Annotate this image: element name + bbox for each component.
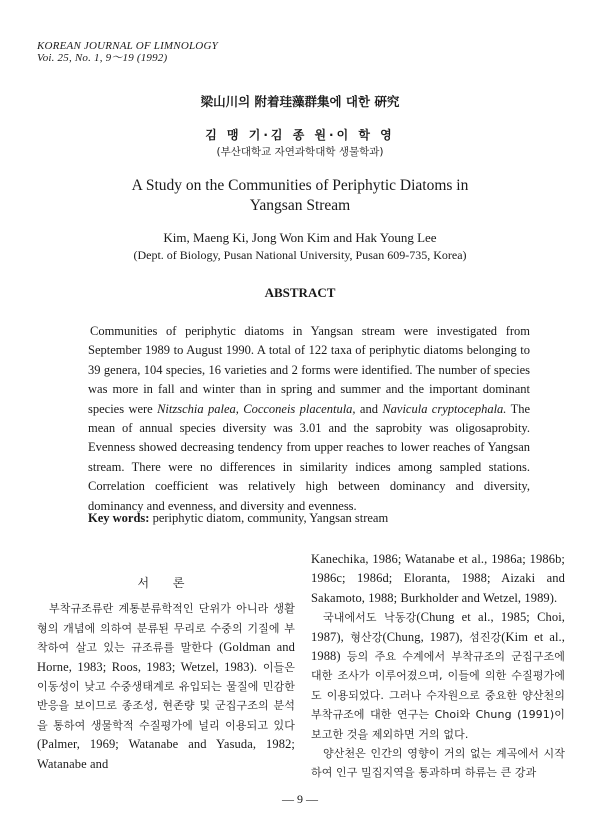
journal-name: KOREAN JOURNAL OF LIMNOLOGY <box>37 40 218 52</box>
right-paragraph-2 <box>311 608 565 744</box>
english-title-line1: A Study on the Communities of Periphytic Diatoms in <box>131 177 469 194</box>
journal-volume: Voi. 25, No. 1, 9～19 (1992) <box>37 52 168 64</box>
p2-text-a: 국내에서도 낙동강 <box>323 611 417 625</box>
korean-affiliation: (부산대학교 자연과학대학 생물학과) <box>216 146 384 158</box>
journal-header <box>37 40 218 64</box>
abstract-species-1: Nitzschia palea, Cocconeis placentula, <box>157 401 356 416</box>
korean-authors: 김 맹 기·김 종 원·이 학 영 <box>205 128 395 142</box>
p2-ref-3: (Kim et al., 1988) <box>311 629 565 664</box>
english-title-line2: Yangsan Stream <box>249 197 351 214</box>
p2-ref-2: (Chung, 1987), <box>382 629 463 644</box>
english-authors: Kim, Maeng Ki, Jong Won Kim and Hak Young Lee <box>163 230 437 245</box>
right-ref-cont: Kanechika, 1986; Watanabe et al., 1986a; 1986b; 1986c; 1986d; Eloranta, 1988; Aizaki and Sakamoto, 1988; Burkholder and Wetzel, 1989). <box>311 552 565 605</box>
abstract-text-2: and <box>355 401 383 416</box>
p2-text-d: 등의 주요 수계에서 부착규조의 군집구조에 대한 조사가 이루어졌으며, 이들에 의한 수질평가에도 이용되었다. 그러나 수자원으로 중요한 양산천의 부착규조에 대한 연구는 Choi와 Chung (1991)이 보고한 것을 제외하면 거의 없다. <box>311 650 565 741</box>
right-paragraph-3: 양산천은 인간의 영향이 거의 없는 계곡에서 시작하여 인구 밀집지역을 통과하며 하류는 큰 강과 <box>311 747 565 780</box>
left-column <box>37 574 295 774</box>
right-continuation <box>311 550 565 608</box>
p2-text-b: 형산강 <box>343 630 383 644</box>
p2-text-c: 섬진강 <box>462 630 502 644</box>
abstract-body <box>88 322 530 516</box>
abstract-text-3: The mean of annual species diversity was 3.01 and the saprobity was oligosaprobity. Evenness showed decreasing tendency from upper reaches to lower reaches of Yangsan stream. There were no differences in similarity indices among sampled stations. Correlation coefficient was relatively high between dominancy and diversity, dominancy and evenness, and diversity and evenness. <box>88 401 530 513</box>
intro-text-1: 부착규조류란 계통분류학적인 단위가 아니라 생활형의 개념에 의하여 분류된 무리로 수중의 기질에 부착하여 살고 있는 규조류를 말한다 <box>37 602 295 655</box>
introduction-paragraph <box>37 599 295 774</box>
abstract-species-2: Navicula cryptocephala. <box>382 401 507 416</box>
intro-ref-2: (Palmer, 1969; Watanabe and Yasuda, 1982; Watanabe and <box>37 737 295 771</box>
korean-title: 梁山川의 附着珪藻群集에 대한 硏究 <box>200 94 400 109</box>
p2-ref-1: (Chung et al., 1985; Choi, 1987), <box>311 610 565 644</box>
abstract-heading: ABSTRACT <box>264 285 336 300</box>
intro-text-2: 이들은 이동성이 낮고 수중생태계로 유입되는 물질에 민감한 반응을 보이므로 종조성, 현존량 및 군집구조의 분석을 통하여 생물학적 수질평가에 널리 이용되고 있다 <box>37 660 296 732</box>
english-title <box>0 176 600 216</box>
abstract-text-1: Communities of periphytic diatoms in Yangsan stream were investigated from September 1989 to August 1990. A total of 122 taxa of periphytic diatoms belonging to 39 genera, 104 species, 16 varieties and 2 forms were identified. The number of species was more in fall and winter than in spring and summer and the important dominant species were <box>88 324 530 416</box>
intro-ref-1: (Goldman and Horne, 1983; Roos, 1983; Wetzel, 1983). <box>37 640 295 674</box>
right-column <box>311 550 565 783</box>
english-affiliation: (Dept. of Biology, Pusan National University, Pusan 609-735, Korea) <box>133 248 467 262</box>
page-number: — 9 — <box>282 792 318 806</box>
keywords-label: Key words: <box>88 511 150 525</box>
introduction-heading: 서 론 <box>137 576 195 590</box>
keywords <box>88 511 530 526</box>
keywords-text: periphytic diatom, community, Yangsan stream <box>149 511 389 525</box>
